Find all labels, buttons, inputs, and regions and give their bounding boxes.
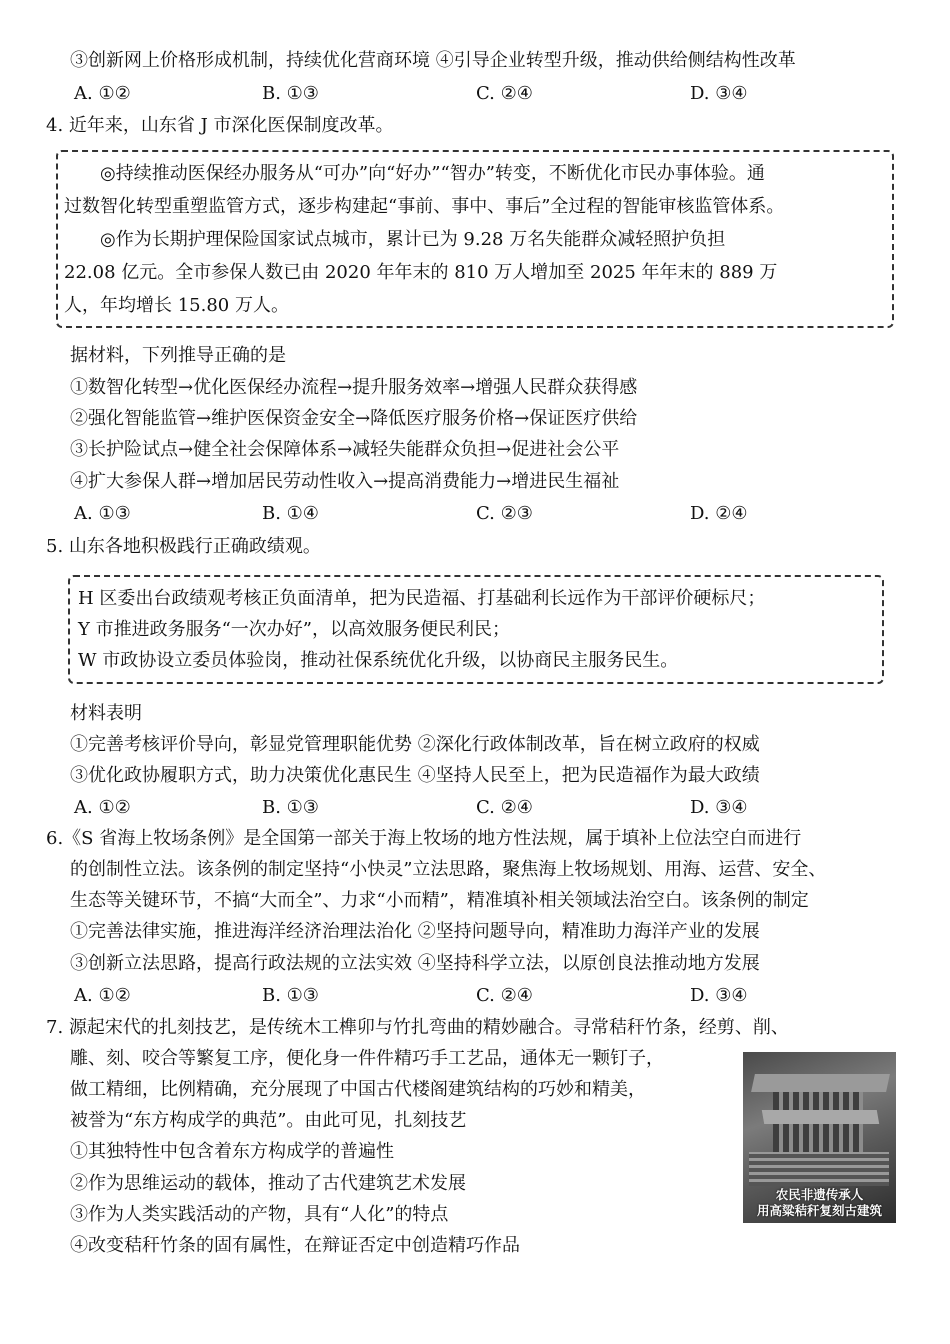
photo-roof-shape <box>762 1110 879 1124</box>
q4-material-box <box>56 150 894 328</box>
photo-caption-line: 农民非遗传承人 <box>775 1187 864 1202</box>
q4-item-2: ②强化智能监管→维护医保资金安全→降低医疗服务价格→保证医疗供给 <box>70 408 638 429</box>
q6-items-row-2: ③创新立法思路，提高行政法规的立法实效 ④坚持科学立法，以原创良法推动地方发展 <box>70 953 760 974</box>
q6-stem-line: 6.《S 省海上牧场条例》是全国第一部关于海上牧场的地方性法规，属于填补上位法空白而进行 <box>46 828 802 849</box>
q6-option-d[interactable]: D. ③④ <box>690 985 748 1006</box>
q5-material-box <box>68 575 884 684</box>
q6-stem-line: 生态等关键环节，不搞“大而全”、力求“小而精”，精准填补相关领域法治空白。该条例的制定 <box>70 890 809 911</box>
q7-stem-line: 雕、刻、咬合等繁复工序，便化身一件件精巧手工艺品，通体无一颗钉子， <box>70 1048 664 1069</box>
q3-item-line: ③创新网上价格形成机制，持续优化营商环境 ④引导企业转型升级，推动供给侧结构性改革 <box>70 50 796 71</box>
q7-stem-line: 7. 源起宋代的扎刻技艺，是传统木工榫卯与竹扎弯曲的精妙融合。寻常秸秆竹条，经剪、削、 <box>46 1017 789 1038</box>
q4-material-line: 过数智化转型重塑监管方式，逐步构建起“事前、事中、事后”全过程的智能审核监管体系。 <box>64 196 785 217</box>
q4-option-d[interactable]: D. ②④ <box>690 503 748 524</box>
q7-stem-line: 做工精细，比例精确，充分展现了中国古代楼阁建筑结构的巧妙和精美， <box>70 1079 646 1100</box>
q4-option-a[interactable]: A. ①③ <box>74 503 131 524</box>
q5-prompt: 材料表明 <box>70 703 142 724</box>
q5-option-d[interactable]: D. ③④ <box>690 797 748 818</box>
q3-option-d[interactable]: D. ③④ <box>690 83 748 104</box>
q4-item-3: ③长护险试点→健全社会保障体系→减轻失能群众负担→促进社会公平 <box>70 439 620 460</box>
q7-item-1: ①其独特性中包含着东方构成学的普遍性 <box>70 1141 394 1162</box>
q5-material-line: W 市政协设立委员体验岗，推动社保系统优化升级，以协商民主服务民生。 <box>78 650 679 671</box>
q7-item-3: ③作为人类实践活动的产物，具有“人化”的特点 <box>70 1204 449 1225</box>
q4-option-c[interactable]: C. ②③ <box>476 503 533 524</box>
q3-option-b[interactable]: B. ①③ <box>262 83 319 104</box>
q6-option-b[interactable]: B. ①③ <box>262 985 319 1006</box>
q4-material-line: ◎持续推动医保经办服务从“可办”向“好办”“智办”转变，不断优化市民办事体验。通 <box>64 163 765 184</box>
q4-prompt: 据材料，下列推导正确的是 <box>70 345 286 366</box>
q7-item-4: ④改变秸秆竹条的固有属性，在辩证否定中创造精巧作品 <box>70 1235 520 1256</box>
q5-stem: 5. 山东各地积极践行正确政绩观。 <box>46 536 321 557</box>
photo-caption <box>743 1187 896 1219</box>
q4-material-line: 22.08 亿元。全市参保人数已由 2020 年年末的 810 万人增加至 2025 年年末的 889 万 <box>64 262 778 283</box>
q4-item-1: ①数智化转型→优化医保经办流程→提升服务效率→增强人民群众获得感 <box>70 377 638 398</box>
q4-stem: 4. 近年来，山东省 J 市深化医保制度改革。 <box>46 115 394 136</box>
photo-roof-shape <box>751 1074 890 1092</box>
q5-option-b[interactable]: B. ①③ <box>262 797 319 818</box>
q5-material-line: H 区委出台政绩观考核正负面清单，把为民造福、打基础利长远作为干部评价硬标尺； <box>78 588 766 609</box>
q5-option-a[interactable]: A. ①② <box>74 797 131 818</box>
q4-material-line: 人，年均增长 15.80 万人。 <box>64 295 289 316</box>
q4-option-b[interactable]: B. ①④ <box>262 503 319 524</box>
q4-material-line: ◎作为长期护理保险国家试点城市，累计已为 9.28 万名失能群众减轻照护负担 <box>64 229 726 250</box>
photo-base-shape <box>749 1152 889 1186</box>
q5-option-c[interactable]: C. ②④ <box>476 797 533 818</box>
photo-caption-line: 用高粱秸秆复刻古建筑 <box>756 1203 882 1218</box>
q6-option-a[interactable]: A. ①② <box>74 985 131 1006</box>
q3-option-c[interactable]: C. ②④ <box>476 83 533 104</box>
q6-stem-line: 的创制性立法。该条例的制定坚持“小快灵”立法思路，聚焦海上牧场规划、用海、运营、安全、 <box>70 859 827 880</box>
q5-items-row-1: ①完善考核评价导向，彰显党管理职能优势 ②深化行政体制改革，旨在树立政府的权威 <box>70 734 760 755</box>
q3-option-a[interactable]: A. ①② <box>74 83 131 104</box>
q5-items-row-2: ③优化政协履职方式，助力决策优化惠民生 ④坚持人民至上，把为民造福作为最大政绩 <box>70 765 760 786</box>
craft-photo <box>743 1052 896 1223</box>
q4-item-4: ④扩大参保人群→增加居民劳动性收入→提高消费能力→增进民生福祉 <box>70 471 620 492</box>
q7-stem-line: 被誉为“东方构成学的典范”。由此可见，扎刻技艺 <box>70 1110 467 1131</box>
q7-item-2: ②作为思维运动的载体，推动了古代建筑艺术发展 <box>70 1173 466 1194</box>
q6-option-c[interactable]: C. ②④ <box>476 985 533 1006</box>
q6-items-row-1: ①完善法律实施，推进海洋经济治理法治化 ②坚持问题导向，精准助力海洋产业的发展 <box>70 921 760 942</box>
q5-material-line: Y 市推进政务服务“一次办好”，以高效服务便民利民； <box>78 619 511 640</box>
